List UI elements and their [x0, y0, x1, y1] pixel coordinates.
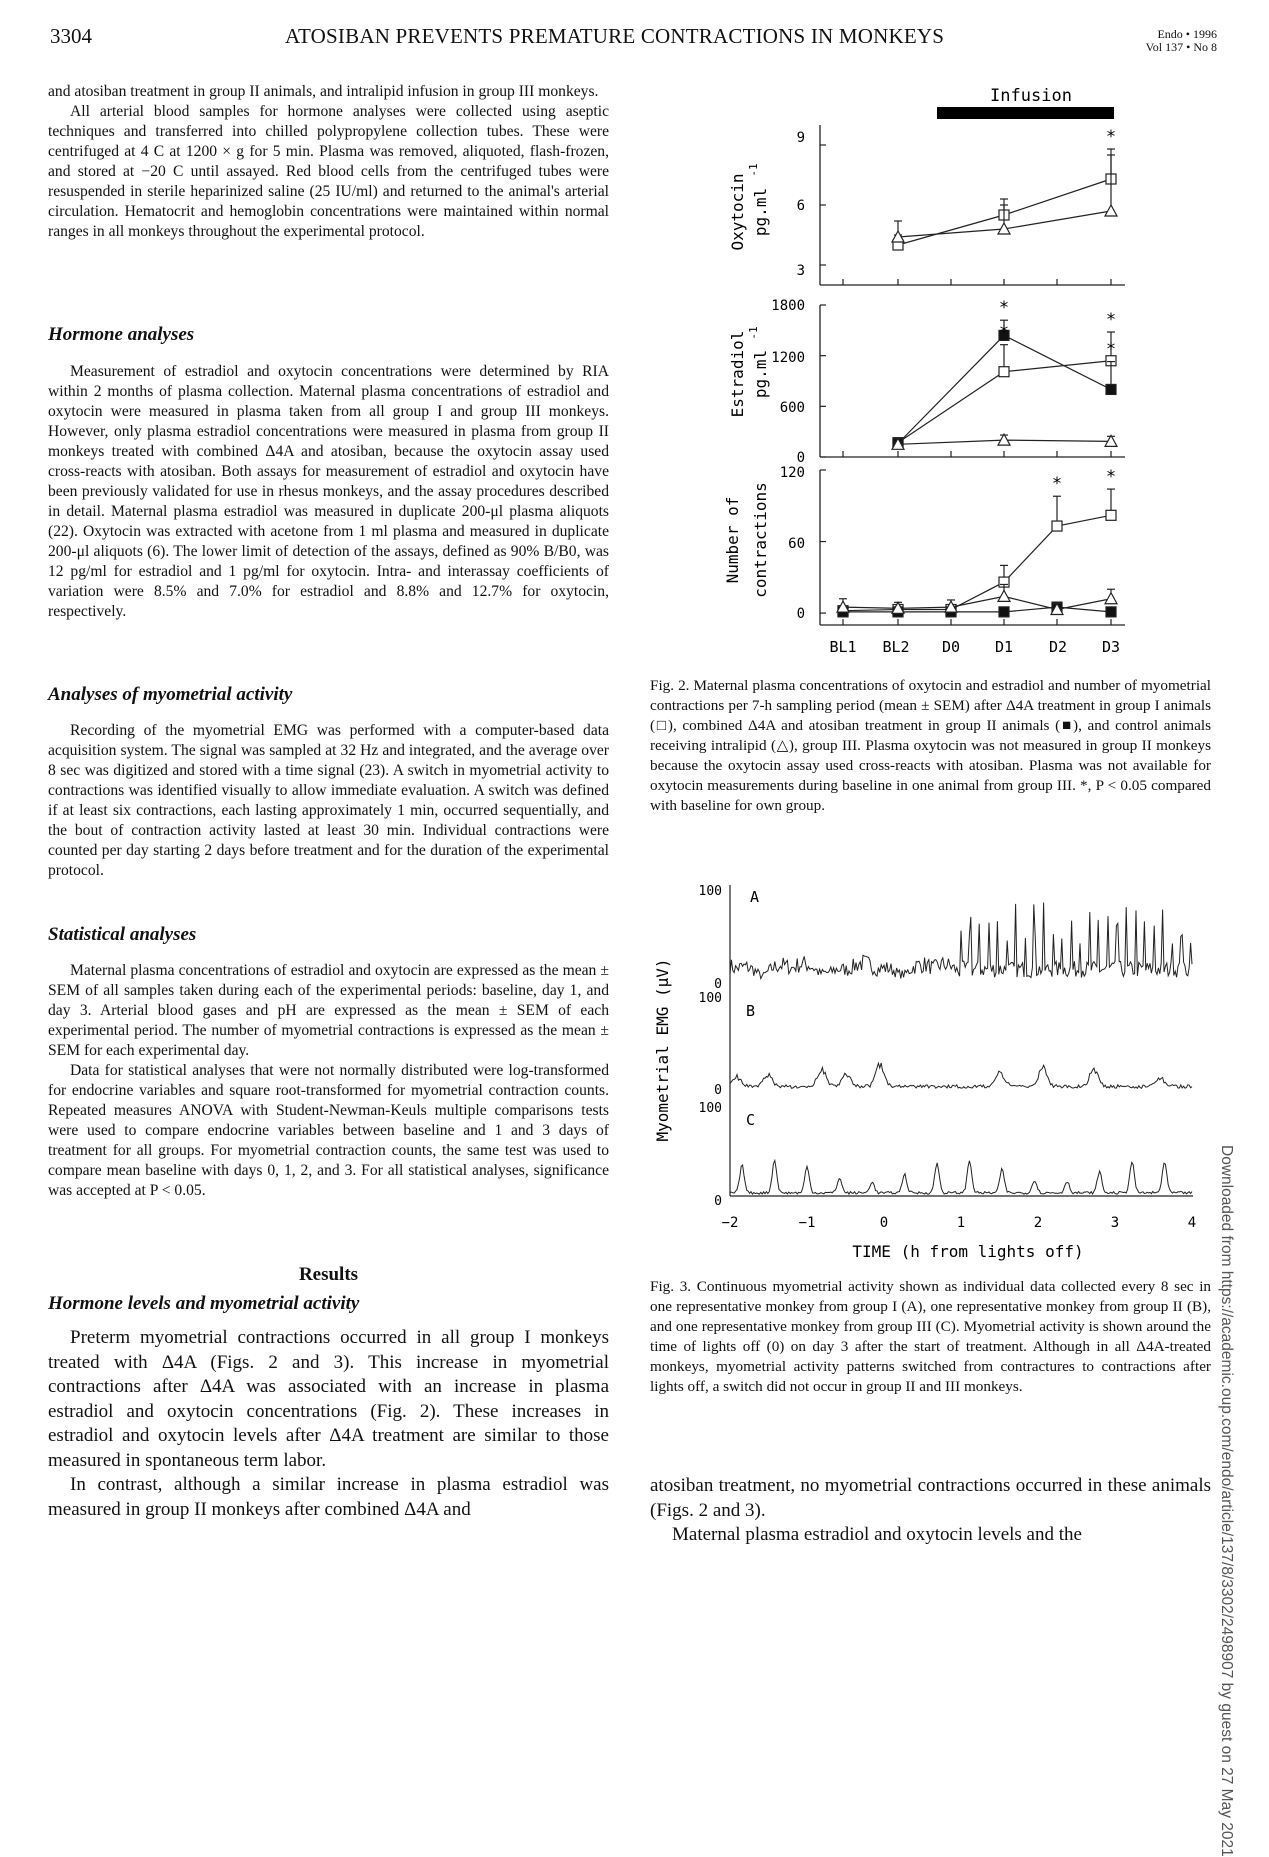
heading-myometrial-activity: Analyses of myometrial activity — [48, 684, 293, 705]
paragraph-results-1: Preterm myometrial contractions occurred in all group I monkeys treated with Δ4A (Figs. 2 and 3). This increase in myometrial contractions after Δ4A was associated with an increase in plasma estradiol and oxytocin concentrations (Fig. 2). These increases in estradiol and oxytocin levels after Δ4A treatment are similar to those measured in spontaneous term labor. — [48, 1327, 609, 1471]
right-column-text — [650, 1474, 1211, 1548]
paragraph-continued: atosiban treatment, no myometrial contractions occurred in these animals (Figs. 2 and 3). — [650, 1475, 1211, 1521]
ylabel-estradiol-exp: -1 — [747, 326, 760, 340]
ytick: 120 — [779, 465, 805, 481]
panel-label-a: A — [750, 888, 760, 906]
fig3-xticks — [722, 1215, 1197, 1231]
xtick-label: 0 — [879, 1215, 889, 1231]
left-column-hormone — [48, 362, 609, 622]
left-column-myometrial — [48, 721, 609, 881]
data-point-filled-square — [1106, 384, 1116, 394]
paragraph-myometrial: Recording of the myometrial EMG was performed with a computer-based data acquisition system. The signal was sampled at 32 Hz and integrated, and the average over 8 sec was digitized and stored with a time signal (23). A switch in myometrial activity to contractions was identified visually to allow immediate evaluation. A switch was defined if at least six contractions, each lasting approximately 1 min, occurred sequentially, and the bout of contraction activity lasted at least 30 min. Individual contractions were counted per day starting 2 days before treatment and for the duration of the experimental protocol. — [48, 722, 609, 879]
xtick-label: −1 — [798, 1215, 816, 1231]
ytick: 0 — [714, 977, 722, 992]
paragraph-samples: All arterial blood samples for hormone analyses were collected using aseptic techniques and transferred into chilled polypropylene collection tubes. These were centrifuged at 4 C at 1200 × g for 5 min. Plasma was removed, aliquoted, flash-frozen, and stored at −20 C until assayed. Red blood cells from the centrifuged tubes were resuspended in sterile heparinized saline (25 IU/ml) and returned to the animal's arterial circulation. Hematocrit and hemoglobin concentrations were maintained within normal ranges in all monkeys throughout the experimental protocol. — [48, 103, 609, 240]
xtick-label: 4 — [1187, 1215, 1197, 1231]
panel-oxytocin — [728, 125, 1125, 285]
fig2-caption-label: Fig. 2. — [650, 677, 690, 694]
heading-hormone-levels: Hormone levels and myometrial activity — [48, 1293, 360, 1314]
fig2-caption-text: Maternal plasma concentrations of oxytocin and estradiol and number of myometrial contractions per 7-h sampling period (mean ± SEM) after Δ4A treatment in group I animals (□), combined Δ4A and atosiban treatment in group II animals (■), and control animals receiving intralipid (△), group III. Plasma oxytocin was not measured in group II monkeys because the oxytocin assay used cross-reacts with atosiban. Plasma was not available for oxytocin measurements during baseline in one animal from group III. *, P < 0.05 compared with baseline for own group. — [650, 677, 1212, 814]
xtick-label: D1 — [994, 638, 1014, 656]
significance-star: * — [1105, 310, 1117, 331]
journal-volume: Vol 137 • No 8 — [1145, 40, 1217, 54]
plot-area-oxytocin — [820, 125, 1125, 285]
ytick: 0 — [714, 1194, 722, 1209]
data-point-filled-square — [999, 607, 1009, 617]
emg-trace-b — [730, 1063, 1192, 1088]
panel-estradiol — [728, 298, 1125, 466]
panel-contractions — [723, 465, 1125, 625]
significance-star: * — [1105, 127, 1117, 147]
infusion-label: Infusion — [990, 86, 1072, 106]
fig3-caption-label: Fig. 3. — [650, 1278, 692, 1295]
figure-2 — [650, 78, 1225, 668]
significance-star: * — [1051, 474, 1063, 495]
left-column-statistics — [48, 961, 609, 1201]
ytick: 100 — [698, 991, 722, 1006]
ylabel-oxytocin-exp: -1 — [747, 163, 760, 177]
ylabel-oxytocin-unit: pg.ml — [751, 187, 770, 237]
heading-hormone-analyses: Hormone analyses — [48, 324, 195, 345]
left-column-top — [48, 82, 609, 242]
ytick: 600 — [779, 400, 805, 416]
xtick-label: 3 — [1110, 1215, 1120, 1231]
significance-star: * — [998, 298, 1010, 319]
left-column-results — [48, 1326, 609, 1522]
ylabel-contractions-1: Number of — [723, 496, 742, 584]
figure-3-caption — [650, 1277, 1211, 1397]
data-point-triangle — [1105, 205, 1117, 216]
journal-citation — [1146, 28, 1217, 54]
series-line — [843, 596, 1111, 609]
ytick: 0 — [714, 1083, 722, 1098]
panel-label-c: C — [746, 1111, 756, 1129]
x-tick-labels — [829, 638, 1120, 656]
running-title: ATOSIBAN PREVENTS PREMATURE CONTRACTIONS IN MONKEYS — [285, 24, 945, 48]
data-point-triangle — [1105, 593, 1117, 604]
xtick-label: D2 — [1048, 638, 1068, 656]
xtick-label: BL1 — [829, 638, 857, 656]
data-point-triangle — [998, 590, 1010, 601]
data-point-filled-square — [1106, 607, 1116, 617]
paragraph-statistics-2: Data for statistical analyses that were not normally distributed were log-transformed for endocrine variables and square root-transformed for myometrial contraction counts. Repeated measures ANOVA with Student-Newman-Keuls multiple comparisons tests were used to compare endocrine variables between baseline and 1 and 3 days of treatment for all groups. For myometrial contraction counts, the same test was used to compare mean baseline with days 0, 1, 2, and 3. For all statistical analyses, significance was accepted at P < 0.05. — [48, 1062, 609, 1199]
page-number: 3304 — [50, 24, 92, 48]
paragraph-next: Maternal plasma estradiol and oxytocin levels and the — [672, 1524, 1082, 1545]
xtick-label: 2 — [1033, 1215, 1043, 1231]
ytick: 1200 — [771, 350, 805, 366]
fig3-xlabel: TIME (h from lights off) — [852, 1242, 1084, 1261]
ytick: 60 — [788, 536, 805, 552]
xtick-label: 1 — [956, 1215, 966, 1231]
ytick: 0 — [796, 450, 805, 466]
paragraph-hormone: Measurement of estradiol and oxytocin concentrations were determined by RIA within 2 months of plasma collection. Maternal plasma concentrations of estradiol and oxytocin were measured in plasma taken from all group I and group III monkeys. However, only plasma estradiol concentrations were measured in plasma from group II monkeys treated with combined Δ4A and atosiban, because the oxytocin assay used cross-reacts with atosiban. Both assays for measurement of estradiol and oxytocin have been previously validated for use in rhesus monkeys, and the assay procedures described in detail. Maternal plasma estradiol was measured in duplicate 200-μl plasma aliquots (22). Oxytocin was extracted with acetone from 1 ml plasma and measured in duplicate 200-μl aliquots (6). The lower limit of detection of the assays, defined as 90% B/B0, was 12 pg/ml for estradiol and 1 pg/ml for oxytocin. Intra- and interassay coefficients of variation were 8.5% and 7.0% for estradiol and 8.8% and 12.7% for oxytocin, respectively. — [48, 363, 609, 620]
journal-year: Endo • 1996 — [1157, 27, 1217, 41]
paragraph-results-2: In contrast, although a similar increase in plasma estradiol was measured in group II monkeys after combined Δ4A and — [48, 1474, 609, 1520]
ytick: 0 — [796, 606, 805, 622]
emg-trace-a — [730, 903, 1192, 979]
plot-area-contractions — [820, 467, 1125, 625]
xtick-label: D3 — [1101, 638, 1121, 656]
data-point-open-square — [1106, 510, 1116, 520]
fig3-caption-text: Continuous myometrial activity shown as individual data collected every 8 sec in one representative monkey from group I (A), one representative monkey from group II (B), and one representative monkey from group III (C). Myometrial activity is shown around the time of lights off (0) on day 3 after the start of treatment. Although in all Δ4A-treated monkeys, myometrial activity patterns switched from contractures to contractions after lights off, a switch did not occur in group II and III monkeys. — [650, 1278, 1212, 1395]
xtick-label: BL2 — [882, 638, 910, 656]
paragraph-statistics-1: Maternal plasma concentrations of estradiol and oxytocin are expressed as the mean ± SEM of all samples taken during each of the experimental periods: baseline, day 1, and day 3. Arterial blood gases and pH are expressed as the mean ± SEM of each experimental period. The number of myometrial contractions is expressed as the mean ± SEM for each experimental day. — [48, 962, 609, 1059]
ylabel-contractions-2: contractions — [751, 482, 770, 598]
series-line — [843, 515, 1111, 610]
xtick-label: −2 — [721, 1215, 739, 1231]
ytick: 100 — [698, 884, 722, 899]
ylabel-estradiol-unit: pg.ml — [751, 349, 770, 399]
data-point-open-square — [1052, 521, 1062, 531]
panel-label-b: B — [746, 1002, 756, 1020]
figure-2-caption — [650, 676, 1211, 816]
paragraph-intro: and atosiban treatment in group II animals, and intralipid infusion in group III monkeys. — [48, 83, 599, 100]
infusion-bar — [937, 107, 1114, 119]
emg-panel-b — [699, 991, 1192, 1098]
heading-results: Results — [298, 1264, 359, 1285]
figure-3 — [650, 875, 1225, 1270]
ytick: 3 — [796, 263, 805, 279]
ytick: 100 — [698, 1101, 722, 1116]
significance-star: * — [1105, 467, 1117, 488]
emg-panel-c — [699, 1101, 1192, 1209]
data-point-open-square — [999, 367, 1009, 377]
ytick: 9 — [796, 130, 805, 146]
significance-star: * — [998, 322, 1010, 343]
significance-star: * — [1105, 339, 1117, 360]
ytick: 6 — [796, 198, 805, 214]
xtick-label: D0 — [941, 638, 961, 656]
ylabel-oxytocin: Oxytocin — [728, 173, 747, 251]
emg-panel-a — [699, 884, 1192, 992]
plot-area-estradiol — [820, 298, 1125, 457]
fig3-ylabel: Myometrial EMG (μV) — [653, 958, 672, 1142]
heading-statistical-analyses: Statistical analyses — [48, 924, 197, 945]
ylabel-estradiol: Estradiol — [728, 330, 747, 418]
emg-trace-c — [730, 1161, 1192, 1195]
ytick: 1800 — [771, 298, 805, 314]
